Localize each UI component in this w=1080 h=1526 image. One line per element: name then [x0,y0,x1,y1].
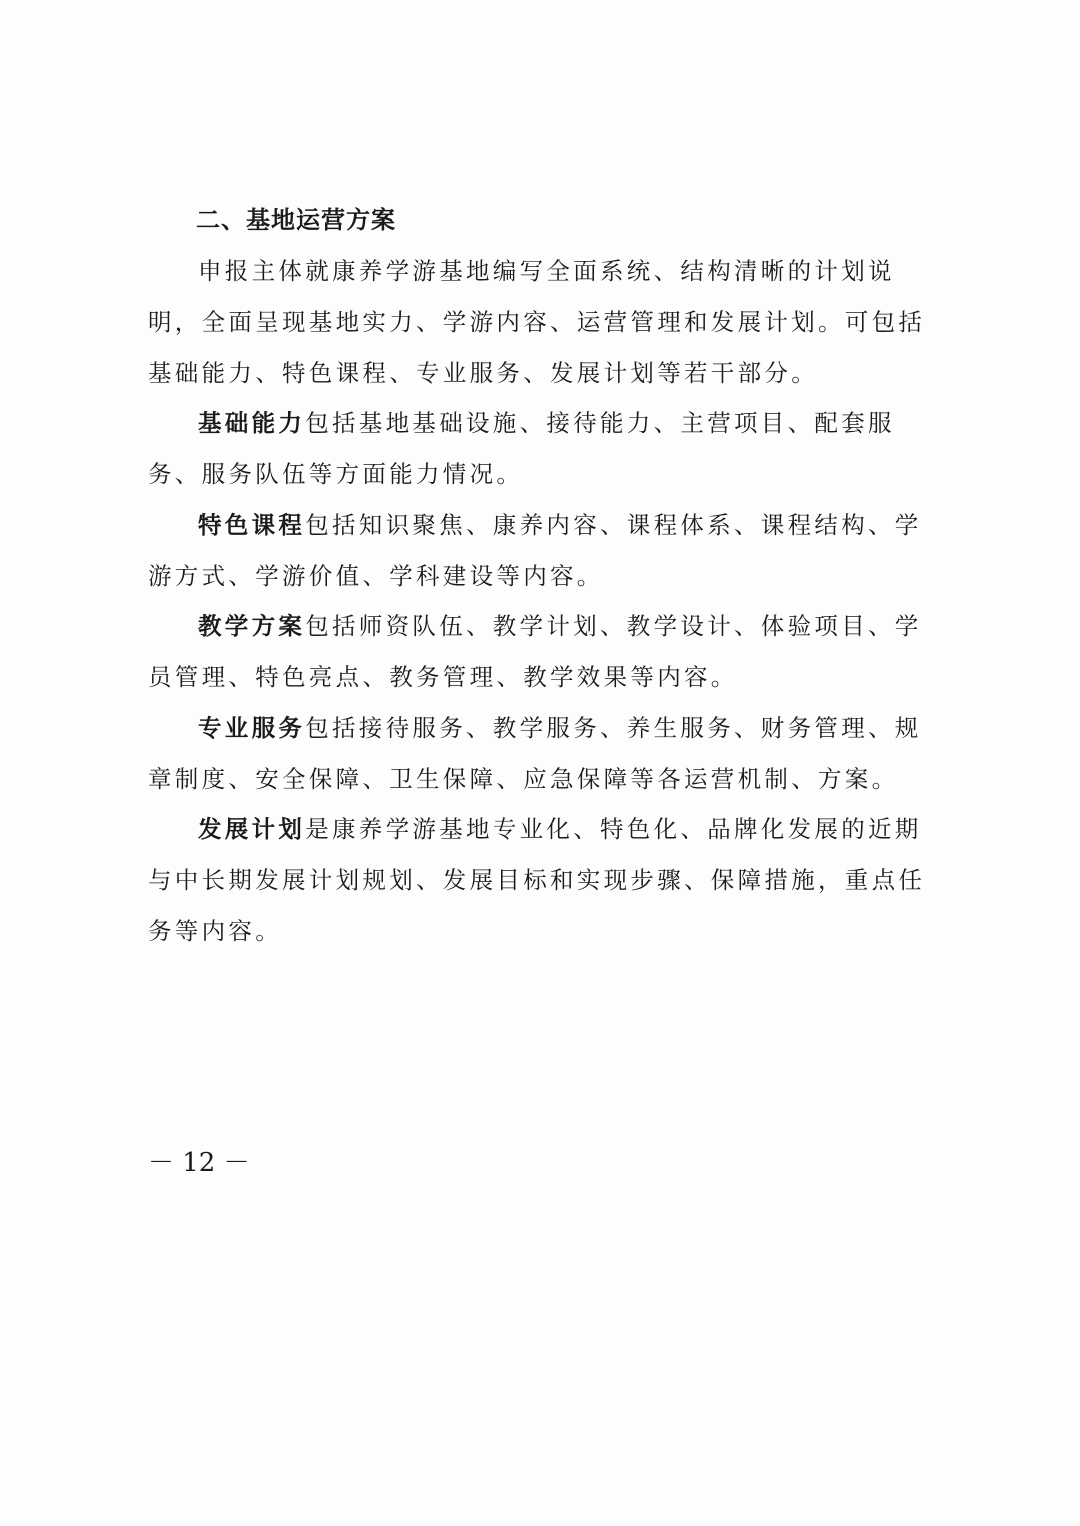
professional-service-term: 专业服务 [198,714,306,742]
professional-service-paragraph [148,703,948,805]
featured-courses-paragraph [148,500,948,602]
featured-courses-text: 包括知识聚焦、康养内容、课程体系、课程结构、学游方式、学游价值、学科建设等内容。 [148,511,922,590]
development-plan-paragraph [148,804,948,957]
section-heading: 二、基地运营方案 [196,206,396,234]
intro-paragraph: 申报主体就康养学游基地编写全面系统、结构清晰的计划说明，全面呈现基地实力、学游内容、运营管理和发展计划。可包括基础能力、特色课程、专业服务、发展计划等若干部分。 [148,257,926,387]
teaching-plan-text: 包括师资队伍、教学计划、教学设计、体验项目、学员管理、特色亮点、教务管理、教学效果等内容。 [148,612,922,691]
page-number: － 12 － [148,1148,250,1178]
featured-courses-term: 特色课程 [198,511,306,539]
development-plan-text: 是康养学游基地专业化、特色化、品牌化发展的近期与中长期发展计划规划、发展目标和实现步骤、保障措施，重点任务等内容。 [148,815,926,945]
teaching-plan-term: 教学方案 [198,612,306,640]
development-plan-term: 发展计划 [198,815,306,843]
professional-service-text: 包括接待服务、教学服务、养生服务、财务管理、规章制度、安全保障、卫生保障、应急保障等各运营机制、方案。 [148,714,922,793]
basic-capability-term: 基础能力 [198,409,306,437]
basic-capability-text: 包括基地基础设施、接待能力、主营项目、配套服务、服务队伍等方面能力情况。 [148,409,895,488]
teaching-plan-paragraph [148,601,948,703]
basic-capability-paragraph [148,398,948,500]
